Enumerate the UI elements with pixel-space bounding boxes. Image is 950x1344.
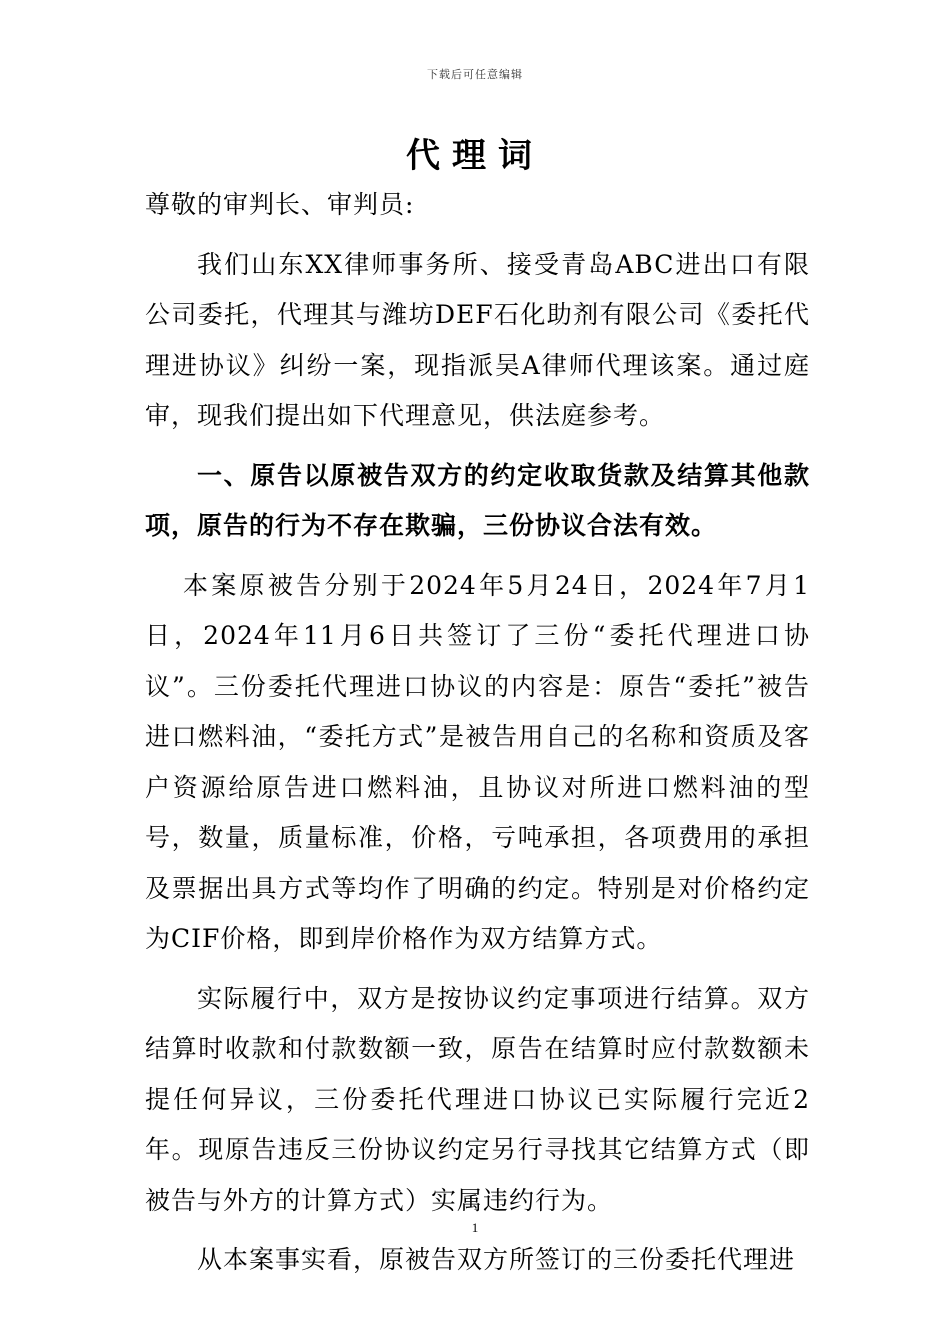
document-body: [145, 180, 810, 1286]
header-note: 下载后可任意编辑: [427, 68, 523, 81]
salutation: 尊敬的审判长、审判员:: [145, 190, 415, 219]
paragraph-agreements: 本案原被告分别于2024年5月24日，2024年7月1日，2024年11月6日共签订了三份“委托代理进口协议”。三份委托代理进口协议的内容是：原告“委托”被告进口燃料油，“委托方式”是被告用自己的名称和资质及客户资源给原告进口燃料油，且协议对所进口燃料油的型号，数量，质量标准，价格，亏吨承担，各项费用的承担及票据出具方式等均作了明确的约定。特别是对价格约定为CIF价格，即到岸价格作为双方结算方式。: [145, 570, 810, 953]
paragraph-performance: 实际履行中，双方是按协议约定事项进行结算。双方结算时收款和付款数额一致，原告在结算时应付款数额未提任何异议，三份委托代理进口协议已实际履行完近2年。现原告违反三份协议约定另行寻找其它结算方式（即被告与外方的计算方式）实属违约行为。: [145, 983, 810, 1215]
section-heading-1: 一、原告以原被告双方的约定收取货款及结算其他款项，原告的行为不存在欺骗，三份协议合法有效。: [145, 460, 810, 540]
page-number: 1: [471, 1220, 479, 1235]
document-title: 代理词: [406, 136, 544, 176]
paragraph-intro: 我们山东XX律师事务所、接受青岛ABC进出口有限公司委托，代理其与潍坊DEF石化助剂有限公司《委托代理进协议》纠纷一案，现指派吴A律师代理该案。通过庭审，现我们提出如下代理意见，供法庭参考。: [145, 249, 810, 430]
paragraph-facts: 从本案事实看，原被告双方所签订的三份委托代理进: [197, 1245, 796, 1274]
